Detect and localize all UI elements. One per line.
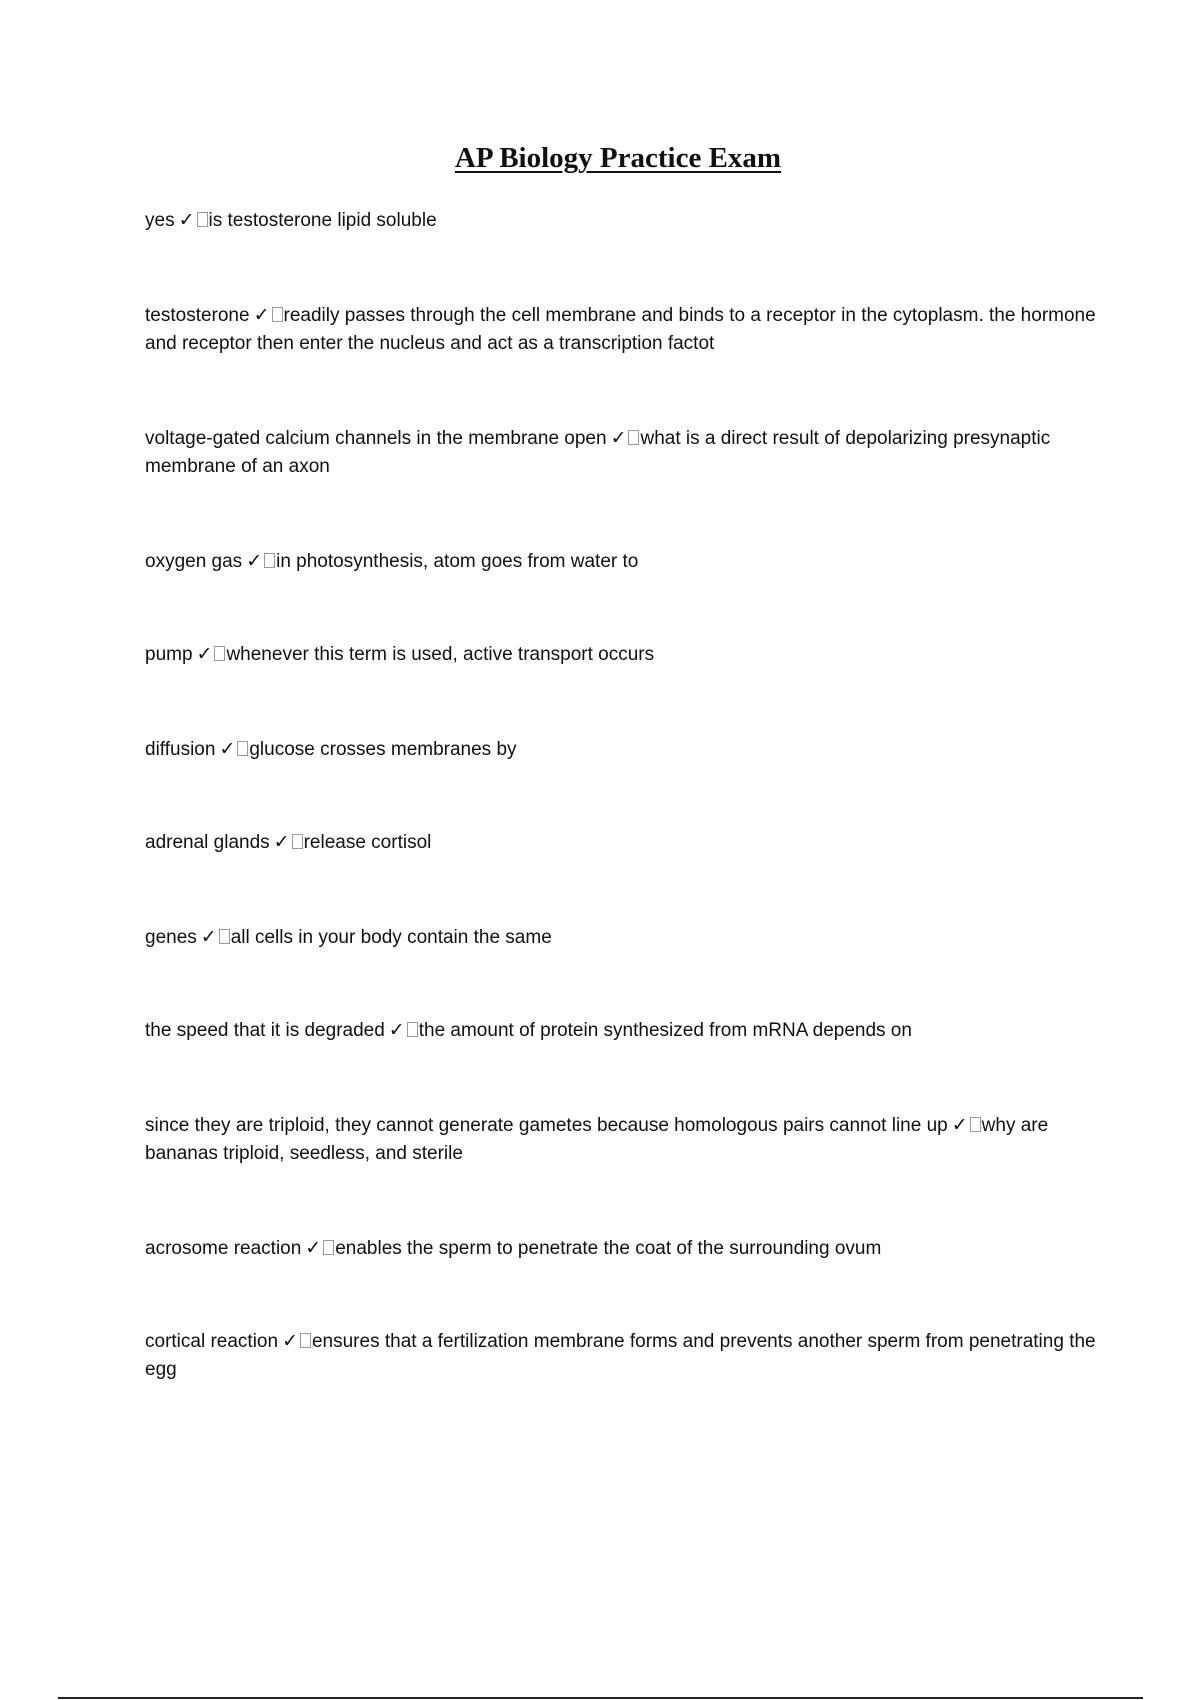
prompt-text: whenever this term is used, active transport occurs [226, 644, 655, 665]
check-icon: ✓ [305, 1238, 322, 1259]
missing-glyph-box-icon [272, 307, 283, 322]
answer-text: pump [145, 644, 193, 665]
prompt-text: ensures that a fertilization membrane forms and prevents another sperm from penetrating the egg [145, 1331, 1096, 1380]
prompt-text: is testosterone lipid soluble [208, 210, 437, 231]
qa-entry [145, 1328, 1100, 1384]
check-icon: ✓ [610, 428, 627, 449]
answer-text: voltage-gated calcium channels in the membrane open [145, 428, 607, 449]
qa-entry [145, 1017, 1100, 1045]
answer-text: genes [145, 927, 197, 948]
missing-glyph-box-icon [214, 646, 225, 661]
missing-glyph-box-icon [292, 834, 303, 849]
prompt-text: release cortisol [303, 832, 432, 853]
qa-entry [145, 425, 1100, 481]
check-icon: ✓ [178, 210, 195, 231]
check-icon: ✓ [219, 739, 236, 760]
missing-glyph-box-icon [300, 1333, 311, 1348]
qa-entry [145, 641, 1100, 669]
answer-text: cortical reaction [145, 1331, 279, 1352]
check-icon: ✓ [246, 551, 263, 572]
prompt-text: readily passes through the cell membrane and binds to a receptor in the cytoplasm. the hormone and receptor then enter the nucleus and act as a transcription factot [145, 305, 1096, 354]
missing-glyph-box-icon [264, 553, 275, 568]
check-icon: ✓ [200, 927, 217, 948]
bottom-divider [58, 1697, 1143, 1699]
answer-text: adrenal glands [145, 832, 270, 853]
answer-text: yes [145, 210, 175, 231]
qa-entry [145, 207, 1100, 235]
qa-entry [145, 302, 1100, 358]
check-icon: ✓ [196, 644, 213, 665]
prompt-text: enables the sperm to penetrate the coat of the surrounding ovum [335, 1238, 882, 1259]
missing-glyph-box-icon [237, 741, 248, 756]
missing-glyph-box-icon [323, 1240, 334, 1255]
qa-entry [145, 829, 1100, 857]
missing-glyph-box-icon [197, 212, 208, 227]
qa-entry [145, 548, 1100, 576]
check-icon: ✓ [253, 305, 270, 326]
check-icon: ✓ [951, 1115, 968, 1136]
page-title: AP Biology Practice Exam [454, 142, 782, 174]
qa-entry [145, 1235, 1100, 1263]
check-icon: ✓ [282, 1331, 298, 1352]
answer-text: the speed that it is degraded [145, 1020, 385, 1041]
missing-glyph-box-icon [219, 929, 230, 944]
prompt-text: in photosynthesis, atom goes from water to [276, 551, 639, 572]
prompt-text: the amount of protein synthesized from mRNA depends on [418, 1020, 912, 1041]
answer-text: oxygen gas [145, 551, 243, 572]
prompt-text: all cells in your body contain the same [230, 927, 552, 948]
qa-entry [145, 736, 1100, 764]
answer-text: diffusion [145, 739, 216, 760]
prompt-text: why are bananas triploid, seedless, and sterile [145, 1115, 1049, 1164]
check-icon: ✓ [388, 1020, 405, 1041]
answer-text: acrosome reaction [145, 1238, 302, 1259]
missing-glyph-box-icon [628, 430, 639, 445]
check-icon: ✓ [273, 832, 290, 853]
answer-text: since they are triploid, they cannot generate gametes because homologous pairs cannot line up [145, 1115, 948, 1136]
qa-entry [145, 1112, 1100, 1168]
qa-entry [145, 924, 1100, 952]
prompt-text: glucose crosses membranes by [249, 739, 517, 760]
missing-glyph-box-icon [970, 1117, 981, 1132]
answer-text: testosterone [145, 305, 250, 326]
missing-glyph-box-icon [407, 1022, 418, 1037]
prompt-text: what is a direct result of depolarizing presynaptic membrane of an axon [145, 428, 1051, 477]
